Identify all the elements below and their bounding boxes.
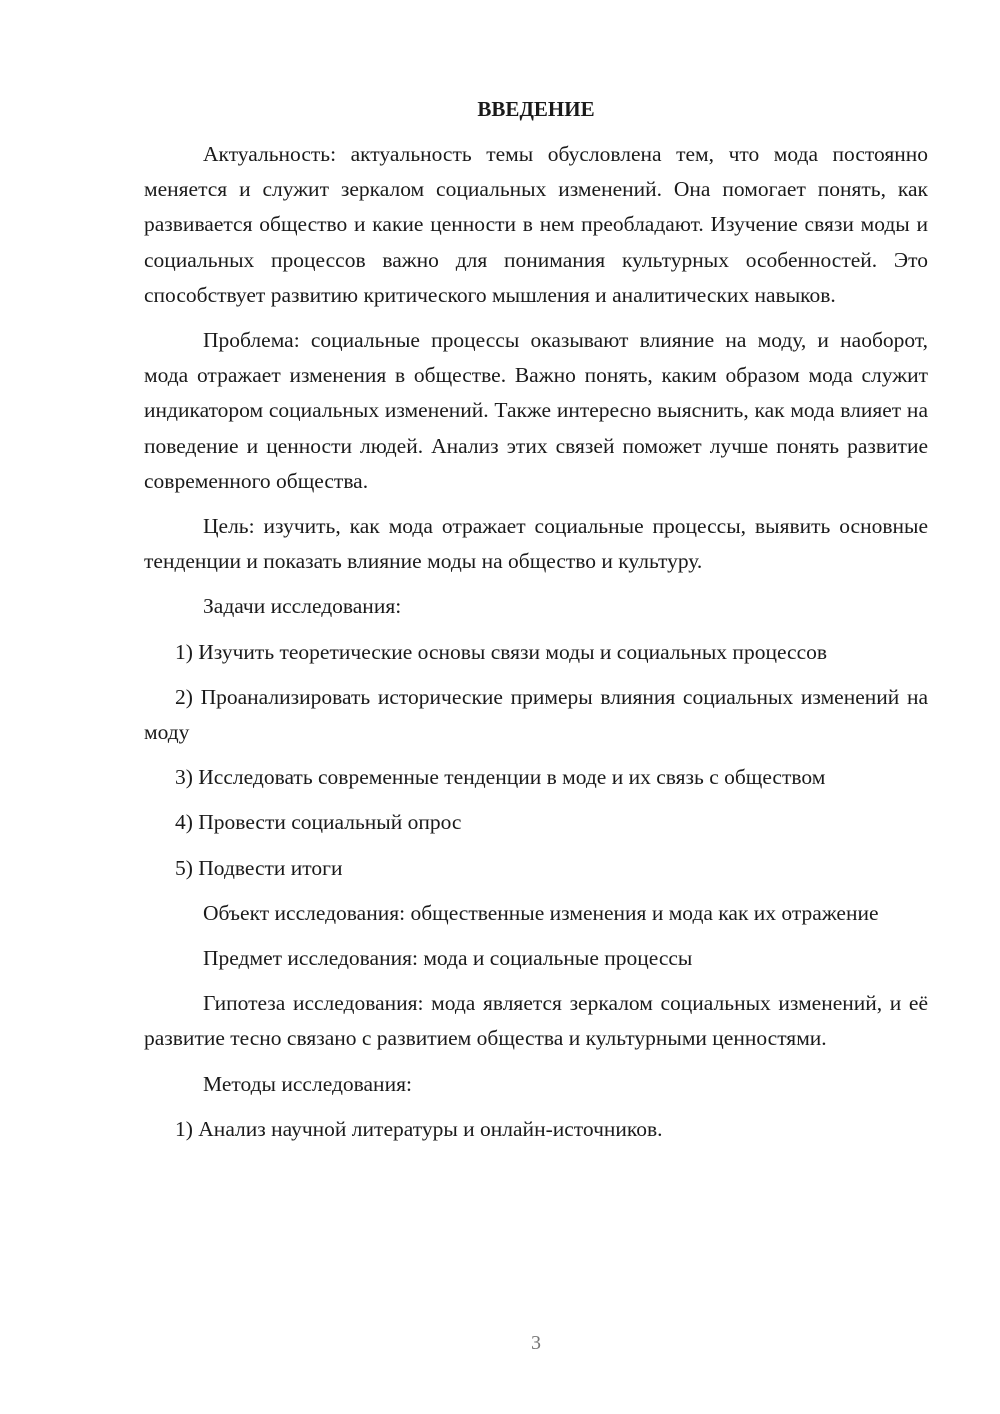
paragraph-hypothesis: Гипотеза исследования: мода является зеркалом социальных изменений, и её развитие тесно связано с развитием общества и культурными ценностями. [144,991,928,1051]
task-item-5: 5) Подвести итоги [175,855,343,880]
paragraph-problem: Проблема: социальные процессы оказывают влияние на моду, и наоборот, мода отражает изменения в обществе. Важно понять, каким образом мода служит индикатором социальных изменений. Также интересно выяснить, как мода влияет на поведение и ценности людей. Анализ этих связей поможет лучше понять развитие современного общества. [144,328,928,493]
task-item-1: 1) Изучить теоретические основы связи моды и социальных процессов [175,639,828,664]
method-item-1: 1) Анализ научной литературы и онлайн-источников. [175,1116,663,1141]
task-item-3: 3) Исследовать современные тенденции в моде и их связь с обществом [175,765,826,790]
methods-heading: Методы исследования: [203,1071,412,1096]
paragraph-subject: Предмет исследования: мода и социальные процессы [203,946,693,971]
task-item-4: 4) Провести социальный опрос [175,810,462,835]
tasks-heading: Задачи исследования: [203,594,402,619]
page-number: 3 [531,1332,541,1354]
paragraph-goal: Цель: изучить, как мода отражает социальные процессы, выявить основные тенденции и показать влияние моды на общество и культуру. [144,514,928,574]
document-page [144,92,928,1157]
section-title: ВВЕДЕНИЕ [477,97,595,121]
task-item-2: 2) Проанализировать исторические примеры влияния социальных изменений на моду [144,684,928,745]
paragraph-relevance: Актуальность: актуальность темы обусловлена тем, что мода постоянно меняется и служит зеркалом социальных изменений. Она помогает понять, как развивается общество и какие ценности в нем преобладают. Изучение связи моды и социальных процессов важно для понимания культурных особенностей. Это способствует развитию критического мышления и аналитических навыков. [144,142,928,307]
paragraph-object: Объект исследования: общественные изменения и мода как их отражение [203,900,879,925]
